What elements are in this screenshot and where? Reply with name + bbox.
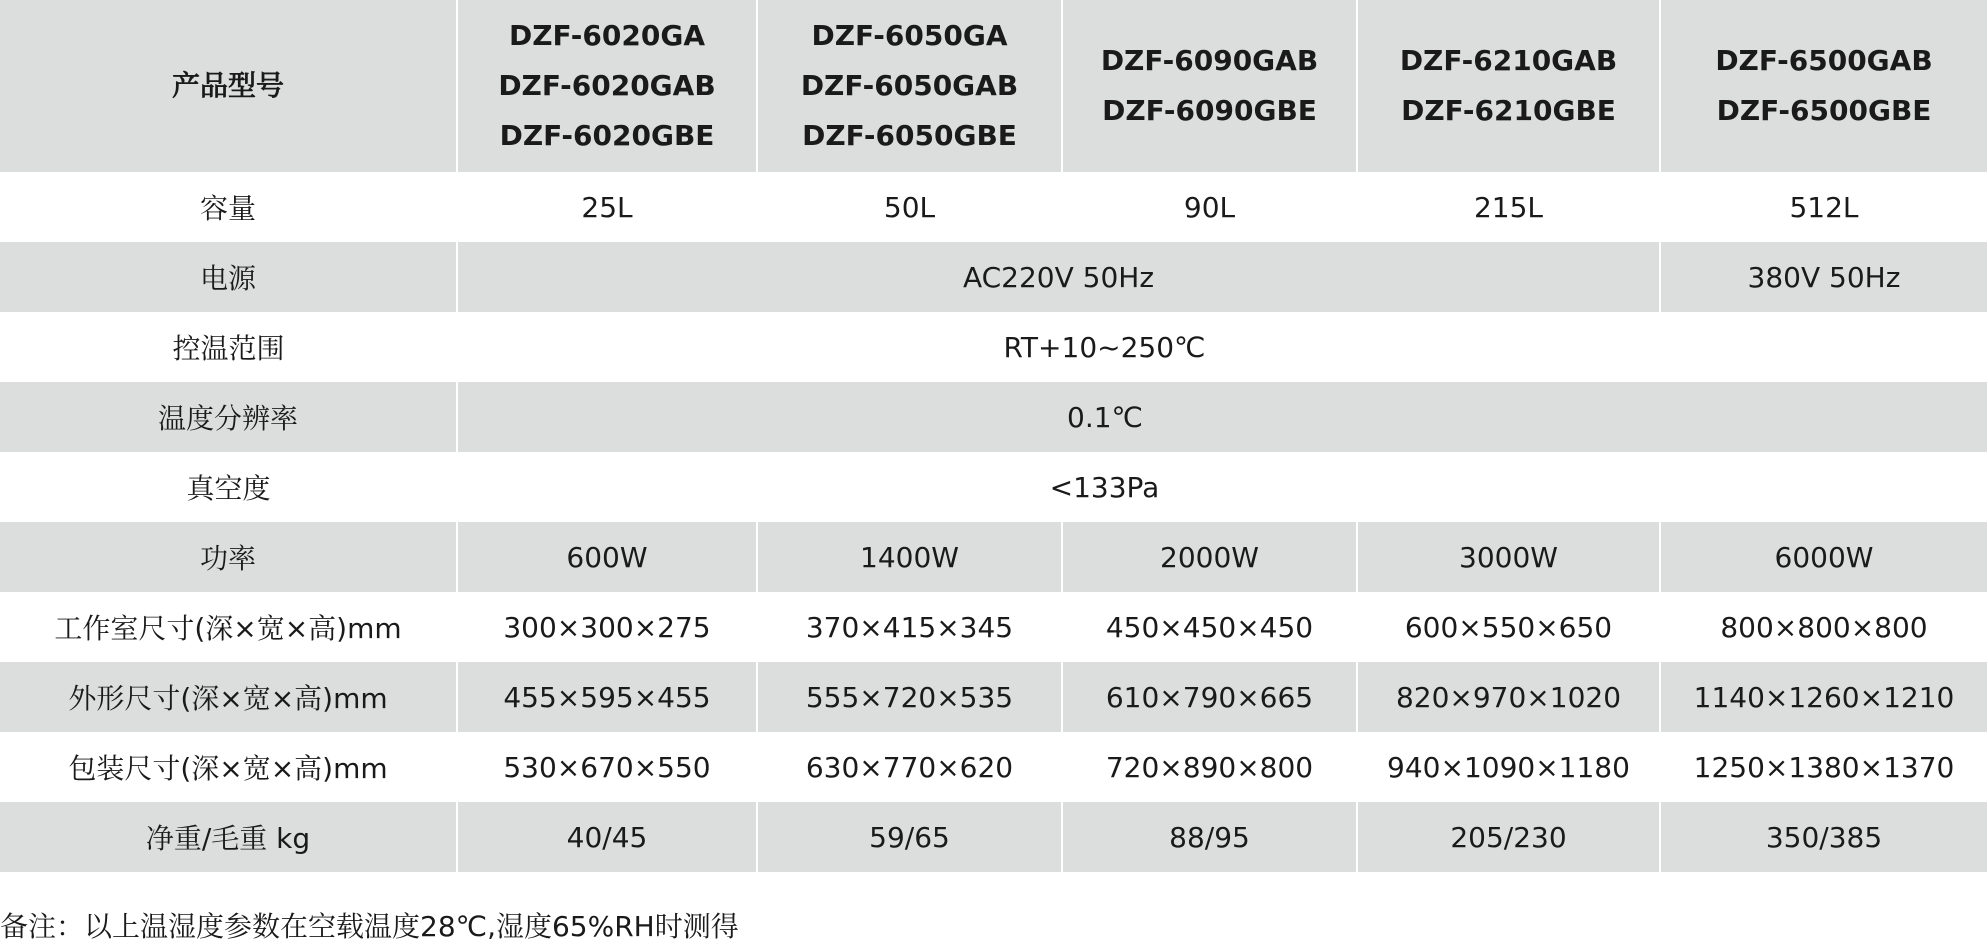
table-cell: 1250×1380×1370 xyxy=(1660,732,1987,802)
table-cell: 530×670×550 xyxy=(457,732,757,802)
table-cell: 50L xyxy=(757,172,1062,242)
table-cell: 6000W xyxy=(1660,522,1987,592)
table-cell: 2000W xyxy=(1062,522,1357,592)
model-name: DZF-6210GAB xyxy=(1399,44,1618,77)
weight-row xyxy=(0,802,1987,872)
model-name: DZF-6090GAB xyxy=(1100,44,1319,77)
table-cell: 370×415×345 xyxy=(757,592,1062,662)
table-cell: 380V 50Hz xyxy=(1660,242,1987,312)
model-name: DZF-6050GBE xyxy=(802,119,1017,152)
footnote: 备注：以上温湿度参数在空载温度28℃,湿度65%RH时测得 xyxy=(0,910,739,943)
model-name: DZF-6500GAB xyxy=(1715,44,1933,77)
table-cell: 25L xyxy=(457,172,757,242)
model-cell xyxy=(1660,0,1987,172)
temp-resolution-row xyxy=(0,382,1987,452)
table-cell: AC220V 50Hz xyxy=(457,242,1660,312)
row-label: 电源 xyxy=(0,242,457,312)
row-label: 包装尺寸(深×宽×高)mm xyxy=(0,732,457,802)
temp-range-row xyxy=(0,312,1987,382)
model-cell xyxy=(1062,0,1357,172)
table-cell: 90L xyxy=(1062,172,1357,242)
row-label: 控温范围 xyxy=(0,312,457,382)
table-cell: 450×450×450 xyxy=(1062,592,1357,662)
table-cell: 630×770×620 xyxy=(757,732,1062,802)
header-row xyxy=(0,0,1987,172)
table-cell: 1140×1260×1210 xyxy=(1660,662,1987,732)
table-cell: 215L xyxy=(1357,172,1660,242)
table-cell: 600W xyxy=(457,522,757,592)
model-name: DZF-6020GAB xyxy=(498,69,716,102)
table-cell: 610×790×665 xyxy=(1062,662,1357,732)
model-cell xyxy=(757,0,1062,172)
row-label: 功率 xyxy=(0,522,457,592)
header-label: 产品型号 xyxy=(0,0,457,172)
table-cell: 800×800×800 xyxy=(1660,592,1987,662)
model-name: DZF-6210GBE xyxy=(1401,94,1616,127)
vacuum-row xyxy=(0,452,1987,522)
table-cell: 455×595×455 xyxy=(457,662,757,732)
table-cell: 512L xyxy=(1660,172,1987,242)
table-cell: 940×1090×1180 xyxy=(1357,732,1660,802)
model-cell xyxy=(1357,0,1660,172)
row-label: 工作室尺寸(深×宽×高)mm xyxy=(0,592,457,662)
table-cell: 600×550×650 xyxy=(1357,592,1660,662)
outer-size-row xyxy=(0,662,1987,732)
row-label: 温度分辨率 xyxy=(0,382,457,452)
model-name: DZF-6050GA xyxy=(811,19,1008,52)
table-cell: 0.1℃ xyxy=(457,382,1987,452)
row-label: 真空度 xyxy=(0,452,457,522)
row-label: 外形尺寸(深×宽×高)mm xyxy=(0,662,457,732)
table-cell: 350/385 xyxy=(1660,802,1987,872)
table-cell: 1400W xyxy=(757,522,1062,592)
power-row xyxy=(0,522,1987,592)
model-name: DZF-6090GBE xyxy=(1102,94,1317,127)
table-cell: RT+10~250℃ xyxy=(457,312,1987,382)
row-label: 净重/毛重 kg xyxy=(0,802,457,872)
power-supply-row xyxy=(0,242,1987,312)
table-cell: 820×970×1020 xyxy=(1357,662,1660,732)
chamber-size-row xyxy=(0,592,1987,662)
table-cell: <133Pa xyxy=(457,452,1987,522)
capacity-row xyxy=(0,172,1987,242)
table-cell: 300×300×275 xyxy=(457,592,757,662)
table-cell: 40/45 xyxy=(457,802,757,872)
model-name: DZF-6020GBE xyxy=(499,119,715,152)
table-cell: 88/95 xyxy=(1062,802,1357,872)
table-cell: 720×890×800 xyxy=(1062,732,1357,802)
model-name: DZF-6020GA xyxy=(508,19,705,52)
model-name: DZF-6050GAB xyxy=(800,69,1019,102)
package-size-row xyxy=(0,732,1987,802)
table-cell: 59/65 xyxy=(757,802,1062,872)
table-cell: 3000W xyxy=(1357,522,1660,592)
table-cell: 555×720×535 xyxy=(757,662,1062,732)
model-name: DZF-6500GBE xyxy=(1716,94,1932,127)
row-label: 容量 xyxy=(0,172,457,242)
table-cell: 205/230 xyxy=(1357,802,1660,872)
model-cell xyxy=(457,0,757,172)
